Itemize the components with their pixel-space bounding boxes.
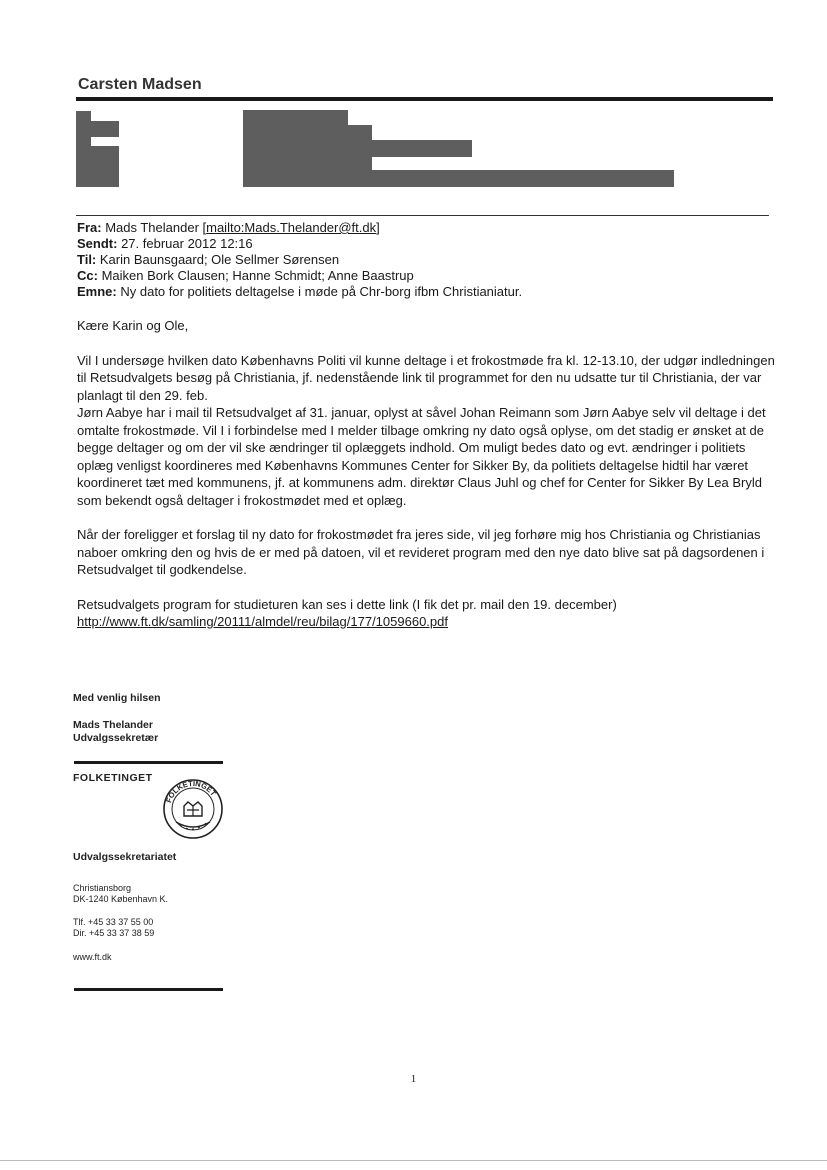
phone: Tlf. +45 33 37 55 00 (73, 917, 154, 927)
address-line-1: Christiansborg (73, 883, 132, 893)
subject-value: Ny dato for politiets deltagelse i møde på Chr-borg ifbm Christianiatur. (120, 284, 523, 299)
sender-divider (76, 97, 773, 101)
svg-text:FOLKETINGET (164, 779, 218, 804)
body-paragraph-4: Retsudvalgets program for studieturen kan ses i dette link (I fik det pr. mail den 19. december) (77, 596, 617, 612)
signature-name: Mads Thelander (73, 719, 153, 731)
department: Udvalgssekretariatet (73, 851, 177, 863)
scan-edge-line (0, 1160, 827, 1161)
to-line (77, 252, 339, 268)
direct-phone: Dir. +45 33 37 38 59 (73, 928, 155, 938)
greeting: Kære Karin og Ole, (77, 318, 189, 333)
signature-title: Udvalgssekretær (73, 732, 159, 744)
sent-value: 27. februar 2012 12:16 (121, 236, 253, 251)
sent-line (77, 236, 253, 252)
to-label: Til: (77, 252, 97, 267)
subject-label: Emne: (77, 284, 117, 299)
org-name: FOLKETINGET (73, 772, 153, 784)
sent-label: Sendt: (77, 236, 118, 251)
redaction-right-mid (348, 125, 372, 187)
redaction-left-mid (91, 146, 119, 187)
redaction-left-tab (91, 121, 119, 137)
cc-label: Cc: (77, 268, 98, 283)
closing: Med venlig hilsen (73, 692, 161, 704)
from-close: ] (376, 220, 380, 235)
redaction-right-lower (372, 170, 674, 187)
folketinget-seal-icon (162, 778, 224, 840)
seal-text: FOLKETINGET (164, 778, 218, 804)
program-link[interactable]: http://www.ft.dk/samling/20111/almdel/reu/bilag/177/1059660.pdf (77, 614, 448, 629)
body-paragraph-3: Når der foreligger et forslag til ny dato for frokostmødet fra jeres side, vil jeg forhøre mig hos Christiania og Christianias naboer omkring den og hvis de er med på datoen, vil et revideret program med den nye dato blive sat på dagsordenen i Retsudvalget til godkendelse. (77, 527, 765, 577)
email-header-divider (76, 215, 769, 216)
redaction-right-main (243, 110, 348, 187)
address-line-2: DK-1240 København K. (73, 894, 169, 904)
from-value: Mads Thelander [ (105, 220, 207, 235)
signature-divider-bottom (74, 988, 223, 991)
body-paragraph-1: Vil I undersøge hvilken dato Københavns Politi vil kunne deltage i et frokostmøde fra kl. 12-13.10, der udgør indledningen til Retsudvalgets besøg på Christiania, jf. nedenstående link til programmet for den nu udsatte tur til Christiania, der var planlagt til den 29. feb. (77, 352, 775, 403)
from-label: Fra: (77, 220, 102, 235)
email-body (77, 317, 777, 631)
sender-name: Carsten Madsen (78, 76, 202, 93)
from-line (77, 220, 380, 236)
from-email-link[interactable]: mailto:Mads.Thelander@ft.dk (206, 220, 377, 235)
cc-line (77, 268, 414, 284)
page-number: 1 (410, 1073, 417, 1085)
cc-value: Maiken Bork Clausen; Hanne Schmidt; Anne Baastrup (101, 268, 414, 283)
signature-divider-top (74, 761, 223, 764)
body-paragraph-2: Jørn Aabye har i mail til Retsudvalget af 31. januar, oplyst at såvel Johan Reimann som Jørn Aabye selv vil deltage i det omtalte frokostmøde. Vil I i forbindelse med I melder tilbage omkring ny dato også oplyse, om det stadig er ønsket at de begge deltager og om der vil ske ændringer til oplæggets indhold. Om muligt bedes dato og evt. ændringer i politiets oplæg venligst koordineres med Københavns Kommunes Center for Sikker By, da politiets deltagelse hidtil har været koordineret tæt med kommunens, jf. at kommunens adm. direktør Claus Juhl og chef for Center for Sikker By Lea Bryld som bekendt også deltager i frokostmødet med et oplæg. (77, 405, 766, 508)
to-value: Karin Baunsgaard; Ole Sellmer Sørensen (99, 252, 340, 267)
redaction-left-top (76, 111, 91, 187)
website-link[interactable]: www.ft.dk (73, 952, 112, 962)
redaction-right-upper (372, 140, 472, 157)
subject-line (77, 284, 522, 300)
